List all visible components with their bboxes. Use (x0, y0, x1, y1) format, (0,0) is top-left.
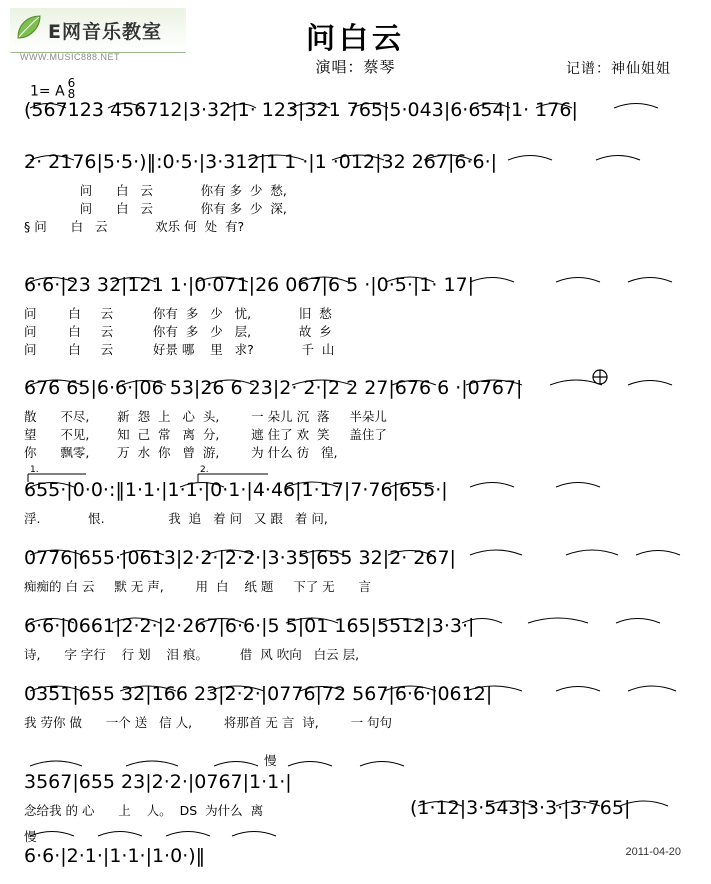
music-system-5 (24, 480, 692, 528)
notation-line (24, 772, 692, 794)
lyric-line-verse1: 诗, 字 字行 行 划 泪 痕。 借 风 吹向 白云 层, (24, 646, 360, 662)
lyric-line-verse2: 问 白 云 你有 多 少 层, 故 乡 (24, 323, 332, 339)
music-system-7 (24, 616, 692, 664)
notation-credit: 记谱：神仙姐姐 (566, 61, 671, 77)
lyric-line-verse1: 念给我 的 心 上 人。 DS 为什么 离 (24, 802, 264, 818)
music-system-2 (24, 152, 692, 236)
tempo-marking-slow-2: 慢 (24, 829, 37, 844)
notation-line: 0776|655·|0613|2·2·|2·2·|3·35|655 32|2· 267| (24, 547, 456, 569)
music-system-10 (410, 798, 700, 820)
tempo-marking-slow: 慢 (264, 753, 277, 768)
lyric-line-verse2: 问 白 云 你有 多 少 深, (24, 200, 287, 216)
notation-line: 6·6·|2·1·|1·1·|1·0·)‖ (24, 845, 206, 868)
lyric-line-verse2: 望 不见, 知 己 常 离 分, 遮 住了 欢 笑 盖住了 (24, 426, 387, 442)
time-signature-top: 6 (67, 76, 76, 90)
lyric-line-verse1: 浮. 恨. 我 追 着 问 又 跟 着 问, (24, 510, 328, 526)
time-signature-bottom: 8 (67, 87, 76, 102)
lyric-line-verse3: 问 白 云 好景 哪 里 求? 千 山 (24, 342, 335, 358)
lyric-line-verse1: 痴痴的 白 云 默 无 声, 用 白 纸 题 下了 无 言 (24, 578, 372, 594)
notation-text: 3567|655 23|2·2·|0767|1·1·| (24, 771, 292, 794)
key-signature (30, 78, 75, 101)
logo-brand: E网音乐教室 (48, 21, 162, 43)
lyric-line-verse1: 问 白 云 你有 多 少 忧, 旧 愁 (24, 305, 332, 321)
notation-line: (567123 456712|3·32|1· 123|321 765|5·043|6·654|1· 176| (24, 99, 578, 121)
music-system-4 (24, 378, 692, 462)
notation-line: 6·6·|23 32|121 1·|0·071|26 067|6 5 ·|0·5·|1· 17| (24, 274, 475, 296)
volta-1-label: 1. (30, 465, 39, 475)
key-label: 1= A (30, 83, 65, 100)
volta-2-label: 2. (200, 465, 209, 475)
notation-line: 655·|0·0·:‖1·1·|1·1·|0·1·|4·46|1·17|7·76|655·| (24, 479, 448, 501)
lyric-line-verse3: § 问 白 云 欢乐 何 处 有? (24, 219, 245, 235)
date-stamp: 2011-04-20 (625, 846, 681, 858)
notation-line: 676 65|6·6·|06 53|26 6 23|2· 2·|2 2 27|676 6 ·|0767| (24, 377, 523, 399)
music-system-11 (24, 828, 692, 868)
lyric-line-verse1: 散 不尽, 新 怨 上 心 头, 一 朵儿 沉 落 半朵儿 (24, 408, 387, 424)
logo-url: WWW.MUSIC888.NET (20, 52, 121, 62)
page-title: 问白云 (305, 21, 405, 55)
time-signature (68, 78, 76, 101)
music-system-3 (24, 275, 692, 359)
notation-line: 6·6·|0661|2·2·|2·267|6·6·|5 5|01 165|5512|3·3·| (24, 615, 475, 637)
lyric-line-verse3: 你 飘零, 万 水 你 曾 游, 为 什么 彷 徨, (24, 445, 338, 461)
lyric-line-verse1: 我 劳你 做 一个 送 信 人, 将那首 无 言 诗, 一 句句 (24, 714, 393, 730)
singer-credit: 演唱：蔡琴 (315, 58, 396, 76)
music-system-1 (24, 100, 692, 122)
notation-line: 2· 2176|5·5·)‖:0·5·|3·312|1 1 ·|1 ·012|32 267|6·6·| (24, 151, 498, 173)
lyric-line-verse1: 问 白 云 你有 多 少 愁, (24, 182, 287, 198)
music-system-6 (24, 548, 692, 596)
music-system-8 (24, 684, 692, 732)
notation-line: 0351|655 32|166 23|2·2·|0776|72 567|6·6·|0612| (24, 683, 493, 705)
notation-line: (1·12|3·543|3·3·|3·765| (410, 797, 631, 819)
